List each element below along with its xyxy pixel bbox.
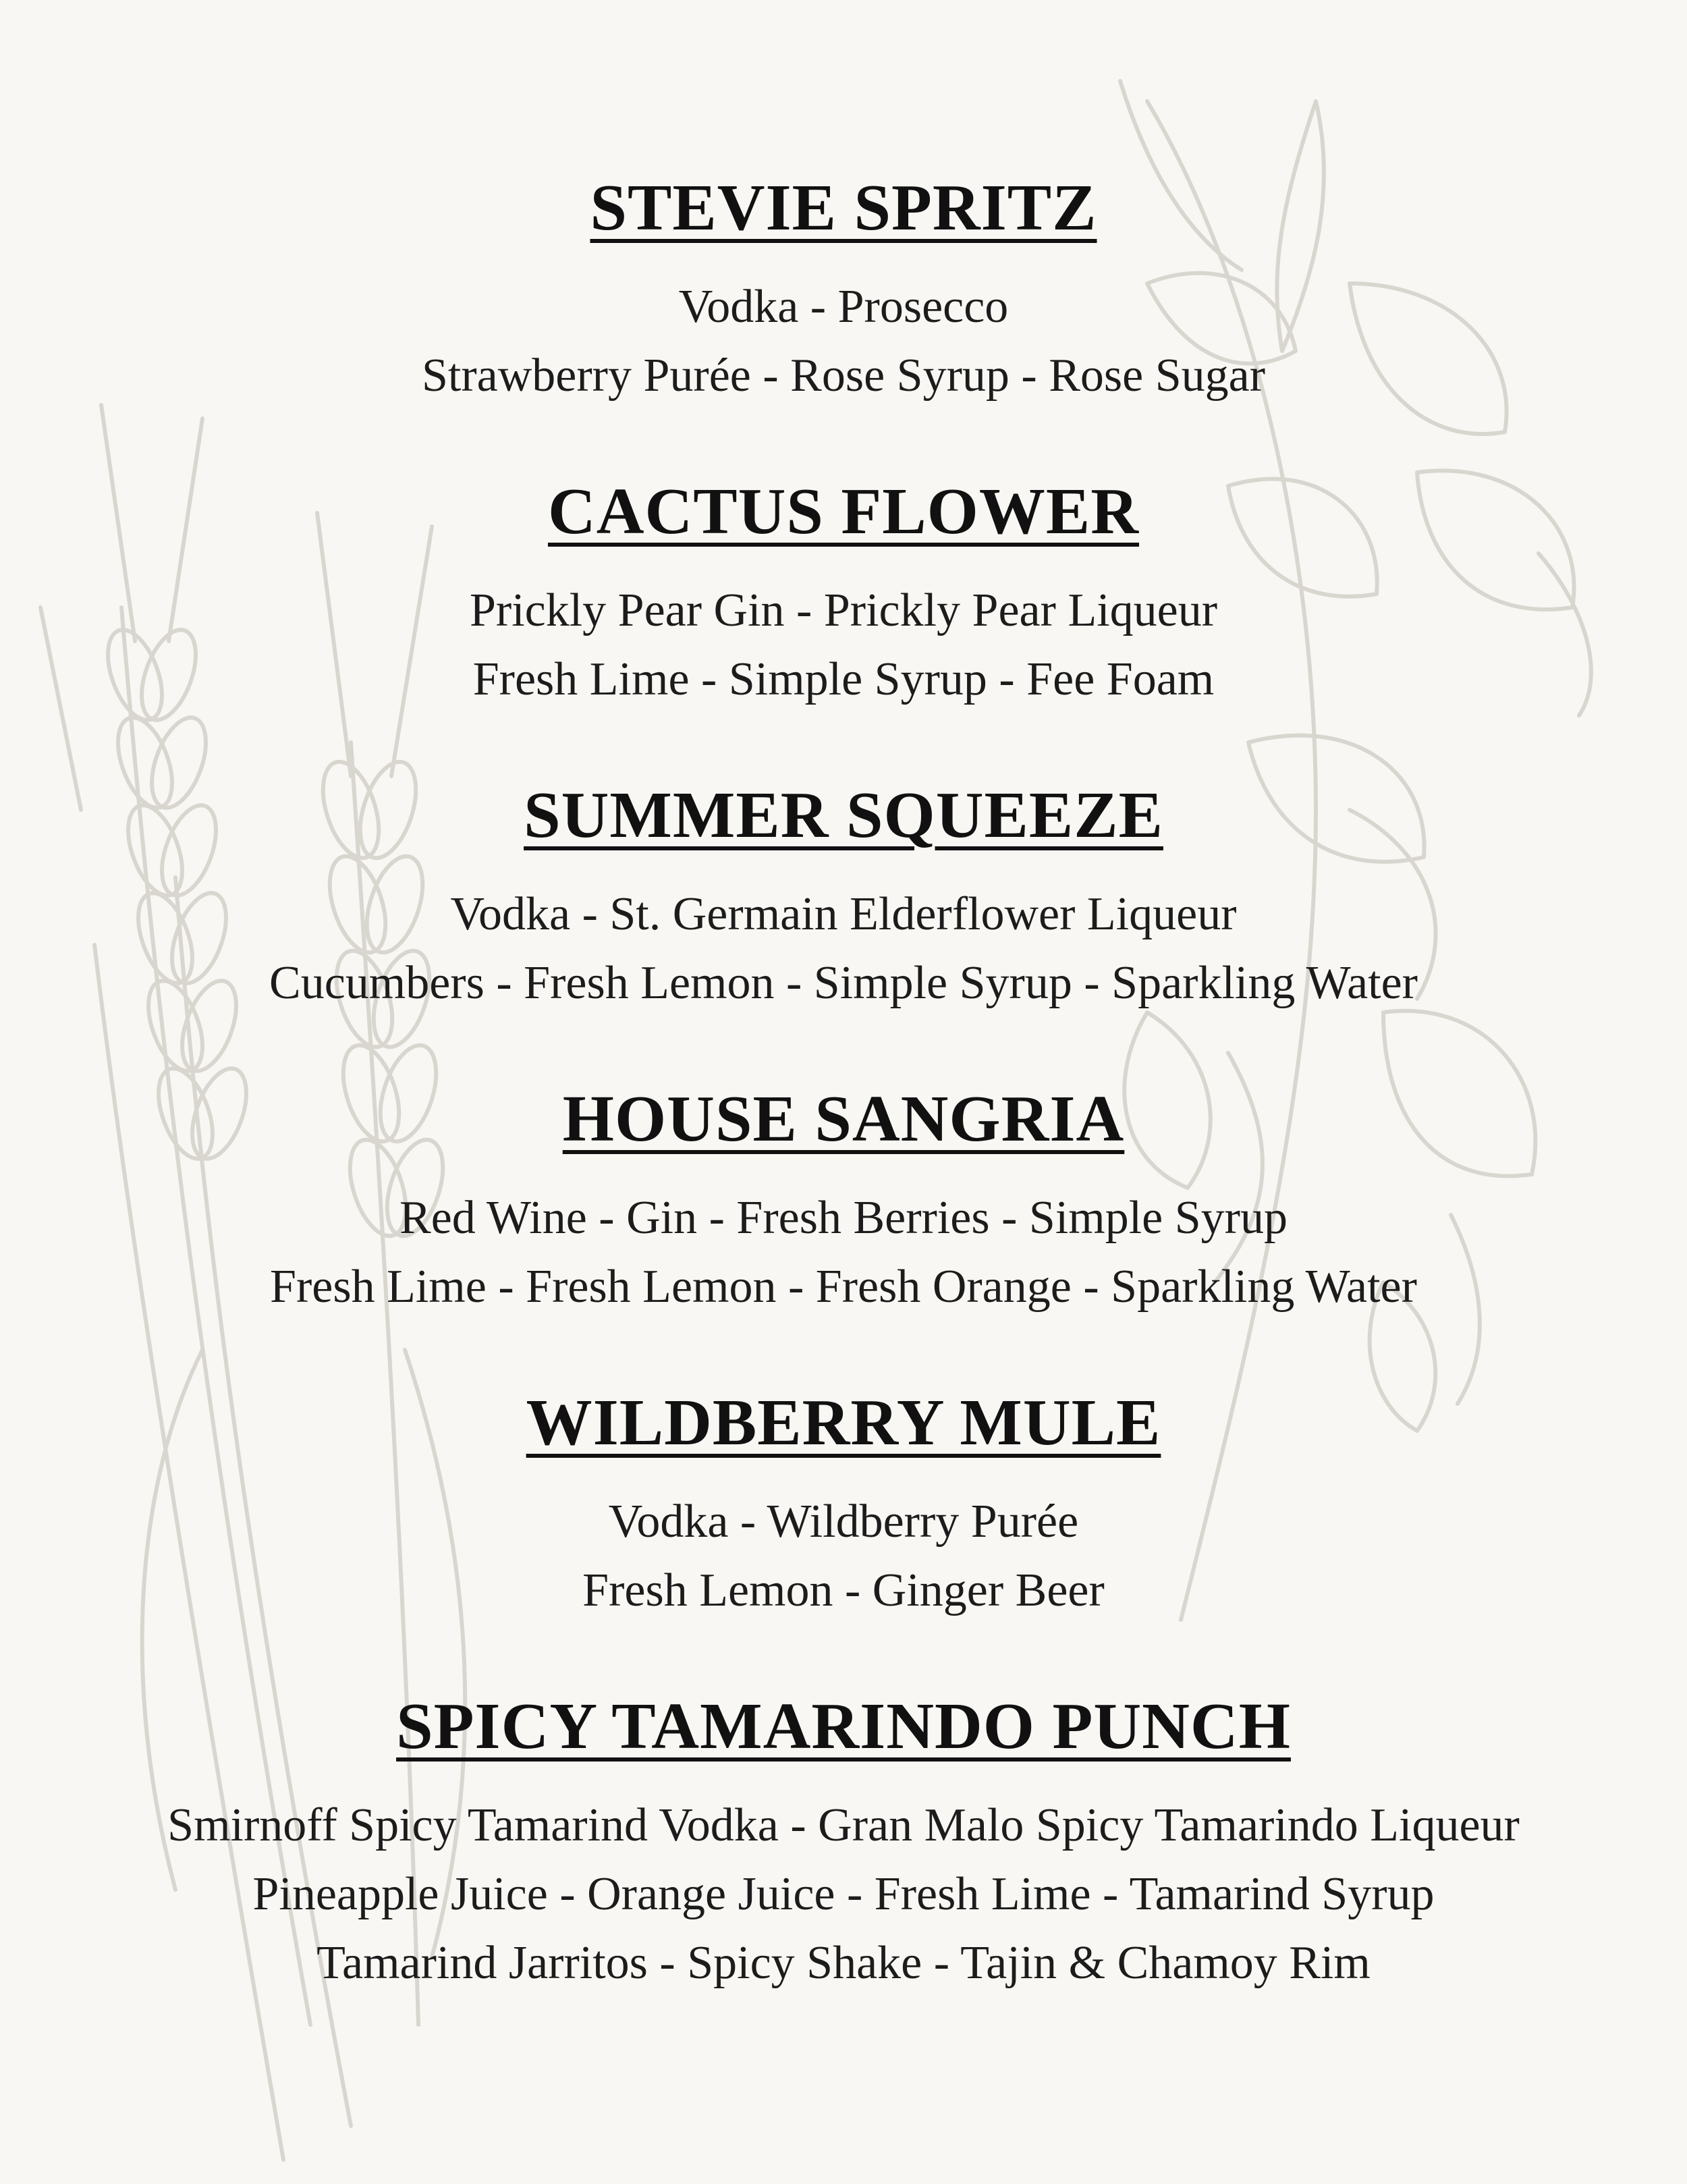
ingredient-list [0,576,1687,714]
drink-name: SPICY TAMARINDO PUNCH [396,1690,1291,1763]
drink-wildberry-mule [0,1382,1687,1625]
ingredient-list [0,273,1687,410]
ingredient-line: Smirnoff Spicy Tamarind Vodka - Gran Malo Spicy Tamarindo Liqueur [167,1799,1520,1851]
ingredient-list [0,1184,1687,1321]
ingredient-line: Strawberry Purée - Rose Syrup - Rose Sugar [421,350,1266,402]
drink-spicy-tamarindo-punch [0,1686,1687,1998]
ingredient-line: Vodka - Prosecco [678,281,1009,333]
drink-cactus-flower [0,471,1687,714]
ingredient-line: Vodka - St. Germain Elderflower Liqueur [450,888,1237,940]
ingredient-list [0,1791,1687,1998]
drink-name: HOUSE SANGRIA [562,1083,1125,1155]
drink-name: WILDBERRY MULE [526,1386,1161,1459]
ingredient-list [0,1487,1687,1625]
ingredient-list [0,880,1687,1018]
drink-name: CACTUS FLOWER [547,475,1140,548]
drink-summer-squeeze [0,775,1687,1018]
ingredient-line: Fresh Lemon - Ginger Beer [582,1564,1105,1616]
drink-name: STEVIE SPRITZ [590,171,1097,244]
drink-stevie-spritz [0,167,1687,410]
ingredient-line: Fresh Lime - Fresh Lemon - Fresh Orange - Sparkling Water [270,1261,1417,1313]
ingredient-line: Red Wine - Gin - Fresh Berries - Simple Syrup [399,1192,1288,1244]
ingredient-line: Cucumbers - Fresh Lemon - Simple Syrup - Sparkling Water [269,957,1418,1009]
ingredient-line: Vodka - Wildberry Purée [608,1496,1079,1548]
ingredient-line: Tamarind Jarritos - Spicy Shake - Tajin & Chamoy Rim [316,1937,1371,1989]
ingredient-line: Pineapple Juice - Orange Juice - Fresh Lime - Tamarind Syrup [252,1868,1435,1920]
ingredient-line: Prickly Pear Gin - Prickly Pear Liqueur [469,584,1218,636]
ingredient-line: Fresh Lime - Simple Syrup - Fee Foam [472,653,1215,705]
drink-name: SUMMER SQUEEZE [524,779,1163,852]
drink-house-sangria [0,1079,1687,1321]
